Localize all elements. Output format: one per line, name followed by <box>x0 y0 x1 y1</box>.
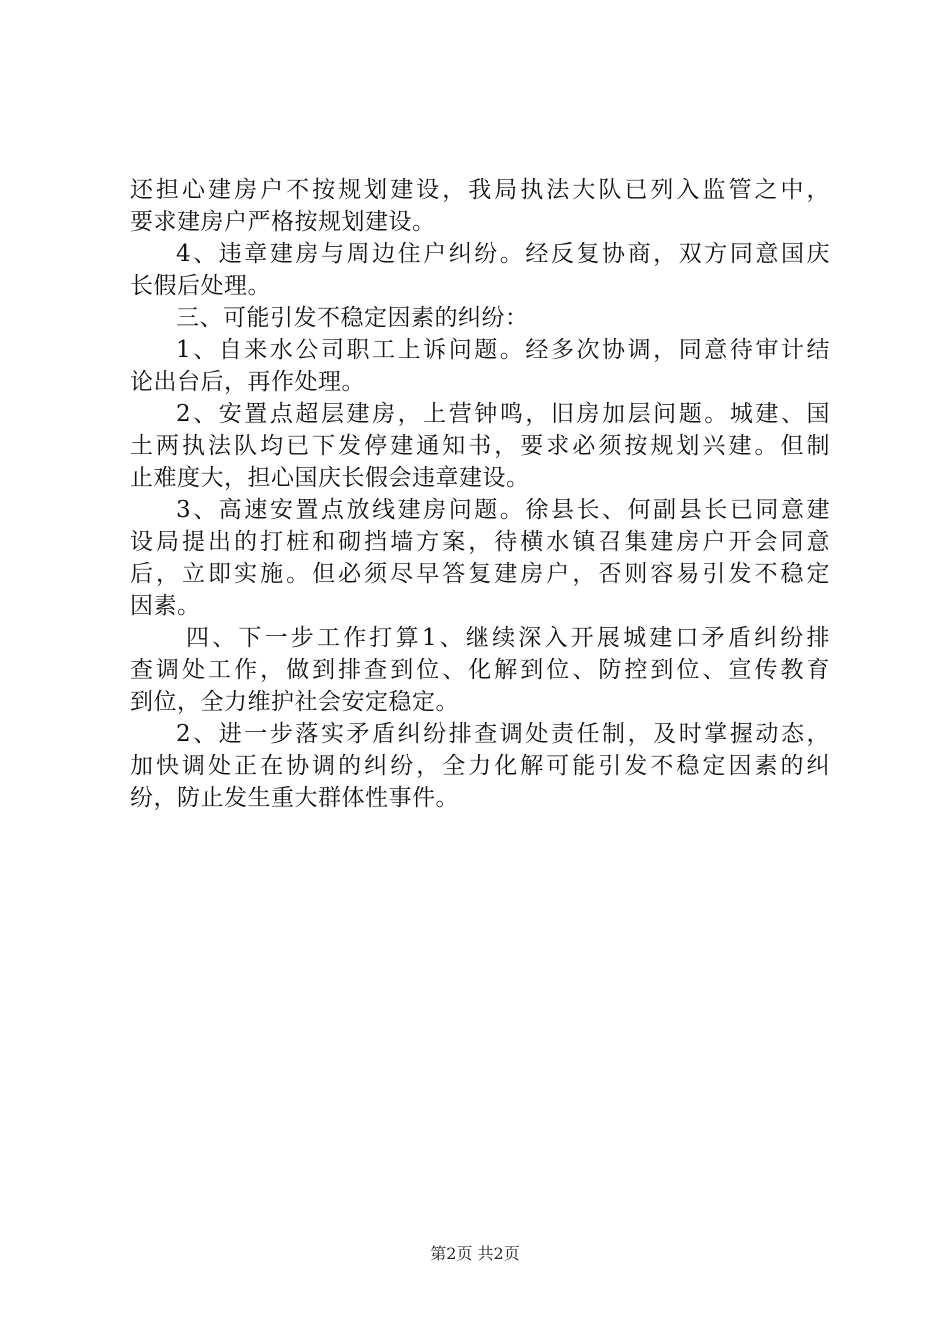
text-line: 2、进一步落实矛盾纠纷排查调处责任制，及时掌握动态， <box>176 721 830 747</box>
text-line: 长假后处理。 <box>130 273 271 299</box>
section-heading: 三、可能引发不稳定因素的纠纷： <box>176 305 529 331</box>
section-heading: 四、下一步工作打算1、继续深入开展城建口矛盾纠纷排 <box>186 625 830 651</box>
text-line: 到位，全力维护社会安定稳定。 <box>130 689 459 715</box>
text-line: 土两执法队均已下发停建通知书，要求必须按规划兴建。但制 <box>130 433 830 459</box>
page-number-footer: 第2页 共2页 <box>430 1244 520 1263</box>
text-line: 加快调处正在协调的纠纷，全力化解可能引发不稳定因素的纠 <box>130 753 830 779</box>
text-line: 还担心建房户不按规划建设，我局执法大队已列入监管之中， <box>130 177 830 203</box>
text-line: 查调处工作，做到排查到位、化解到位、防控到位、宣传教育 <box>130 657 830 683</box>
document-body <box>130 174 830 814</box>
text-line: 要求建房户严格按规划建设。 <box>130 209 436 235</box>
text-line: 1、自来水公司职工上诉问题。经多次协调，同意待审计结 <box>176 337 830 363</box>
text-line: 设局提出的打桩和砌挡墙方案，待横水镇召集建房户开会同意 <box>130 529 830 555</box>
text-line: 4、违章建房与周边住户纠纷。经反复协商，双方同意国庆 <box>176 241 830 267</box>
text-line: 论出台后，再作处理。 <box>130 369 365 395</box>
text-line: 止难度大，担心国庆长假会违章建设。 <box>130 465 530 491</box>
text-line: 纷，防止发生重大群体性事件。 <box>130 785 459 811</box>
text-line: 3、高速安置点放线建房问题。徐县长、何副县长已同意建 <box>176 497 830 523</box>
text-line: 后，立即实施。但必须尽早答复建房户，否则容易引发不稳定 <box>130 561 830 587</box>
text-line: 因素。 <box>130 593 201 619</box>
text-line: 2、安置点超层建房，上营钟鸣，旧房加层问题。城建、国 <box>176 401 830 427</box>
